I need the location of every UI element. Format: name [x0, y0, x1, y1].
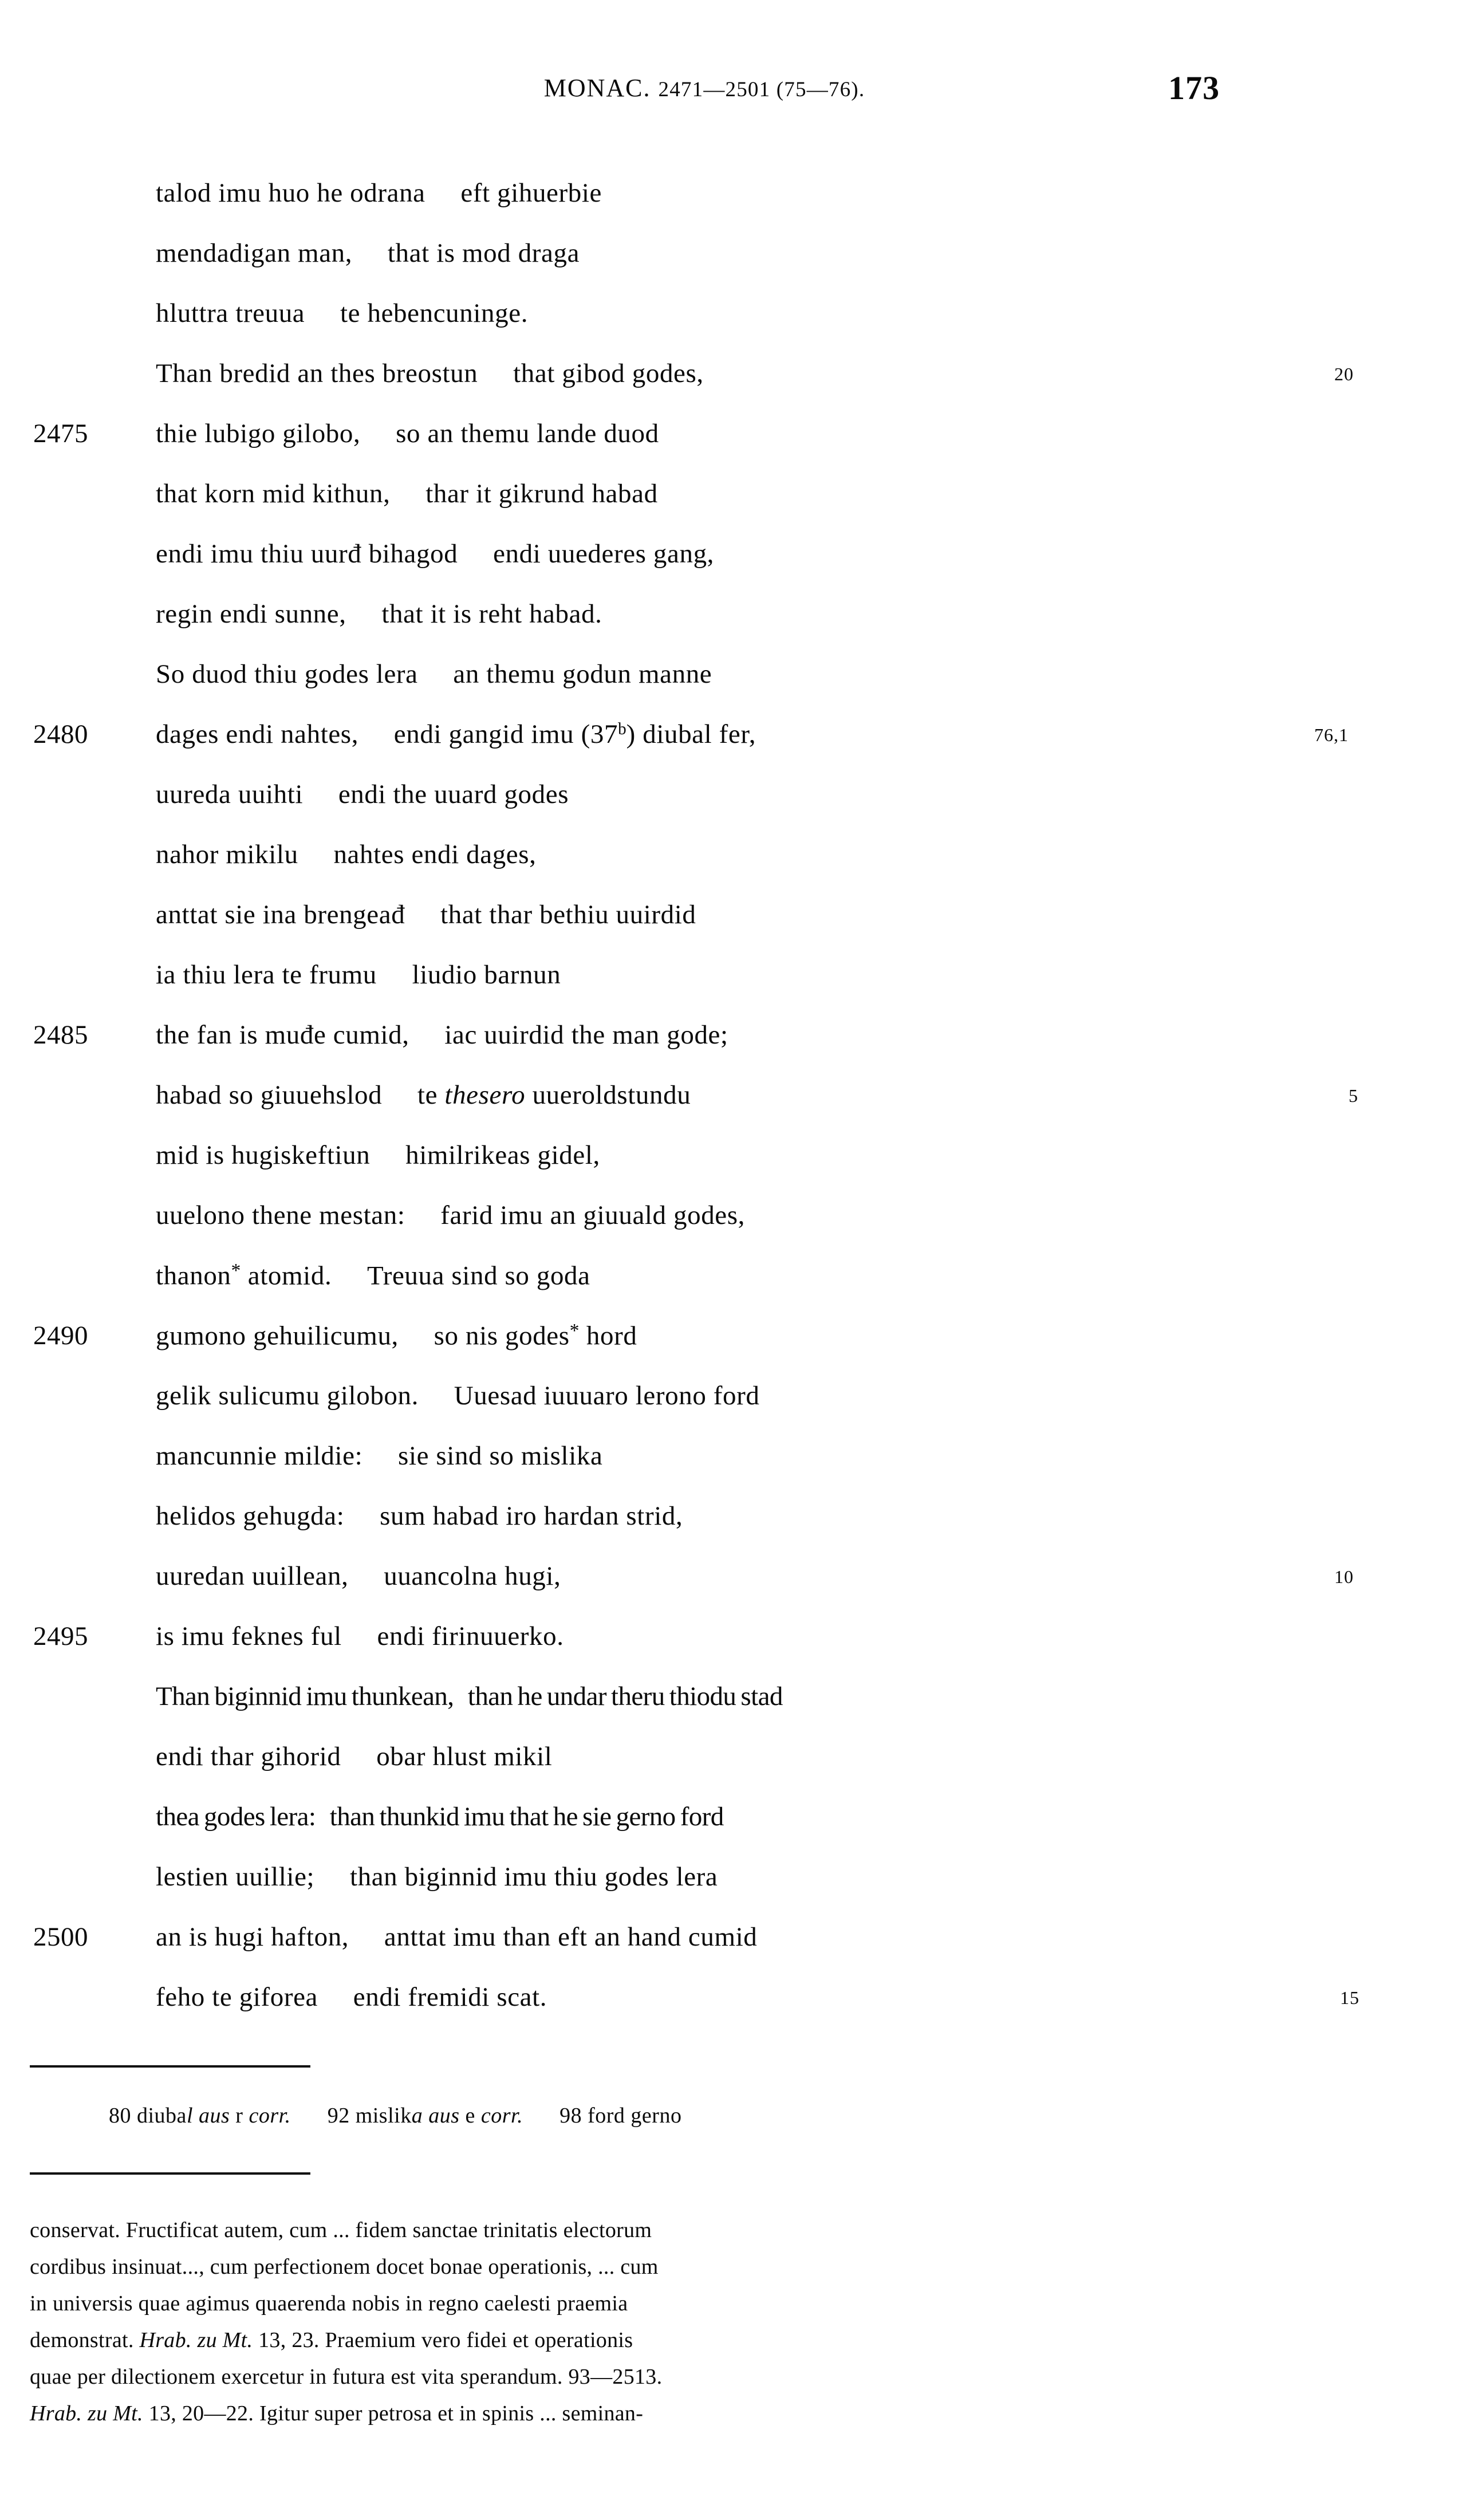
- commentary-6-text-b: 13, 20—22. Igitur super petrosa et in spinis ... seminan-: [148, 2401, 644, 2426]
- verse-block: [0, 178, 1466, 2042]
- verse-text: ia thiu lera te frumu liudio barnun: [156, 960, 561, 990]
- apparatus-3-number: 98: [559, 2104, 582, 2128]
- running-head-title-range: 2471—2501 (75—76).: [658, 78, 865, 101]
- apparatus-2-note-roman: e: [465, 2104, 475, 2128]
- commentary-4-text-b: 13, 23. Praemium vero fidei et operationis: [258, 2328, 633, 2352]
- verse-text: mendadigan man, that is mod draga: [156, 238, 580, 268]
- apparatus-rule: [30, 2065, 310, 2068]
- commentary-6-citation: Hrab. zu Mt.: [30, 2401, 143, 2426]
- verse-line: [0, 779, 1466, 839]
- verse-number: 2485: [33, 1020, 88, 1050]
- verse-line: [0, 1561, 1466, 1621]
- verse-line: [0, 478, 1466, 538]
- verse-line: [0, 178, 1466, 238]
- verse-number: 2495: [33, 1621, 88, 1651]
- verse-text: regin endi sunne, that it is reht habad.: [156, 599, 602, 629]
- verse-text: mancunnie mildie: sie sind so mislika: [156, 1441, 603, 1471]
- apparatus-2-note-italic-1: aus: [428, 2104, 460, 2128]
- verse-line: [0, 298, 1466, 358]
- apparatus-1-number: 80: [109, 2104, 131, 2128]
- commentary-line-5: [30, 2358, 1341, 2395]
- commentary-line-6: [30, 2395, 1341, 2432]
- apparatus-2-number: 92: [327, 2104, 350, 2128]
- verse-text: dages endi nahtes, endi gangid imu (37$^b$) diubal fer,: [156, 719, 756, 749]
- apparatus-2-lemma-italic: a: [411, 2104, 423, 2128]
- margin-line-number: 10: [1334, 1566, 1354, 1587]
- verse-text: hluttra treuua te hebencuninge.: [156, 298, 529, 328]
- verse-text: mid is hugiskeftiun himilrikeas gidel,: [156, 1140, 600, 1170]
- verse-text: feho te giforea endi fremidi scat.: [156, 1982, 547, 2012]
- verse-text: talod imu huo he odrana eft gihuerbie: [156, 178, 602, 208]
- verse-line: [0, 1380, 1466, 1440]
- commentary-line-3: in universis quae agimus quaerenda nobis in regno caelesti praemia: [30, 2291, 628, 2316]
- commentary-5-text-a: quae per dilectionem exercetur in futura est vita sperandum.: [30, 2365, 563, 2389]
- commentary-rule: [30, 2172, 310, 2175]
- verse-line: [0, 1019, 1466, 1080]
- apparatus-2-note-italic-2: corr.: [480, 2104, 523, 2128]
- verse-line: [0, 598, 1466, 659]
- verse-italic-word: thesero: [444, 1080, 526, 1110]
- apparatus-1-note-roman: r: [235, 2104, 243, 2128]
- verse-text: an is hugi hafton, anttat imu than eft an hand cumid: [156, 1922, 758, 1952]
- commentary-line-4: [30, 2322, 1341, 2358]
- verse-text: Than biginnid imu thunkean, than he undar theru thiodu stad: [156, 1682, 783, 1711]
- verse-line: [0, 1982, 1466, 2042]
- verse-line: [0, 1501, 1466, 1561]
- verse-text: helidos gehugda: sum habad iro hardan strid,: [156, 1501, 683, 1531]
- verse-text: thie lubigo gilobo, so an themu lande duod: [156, 419, 659, 448]
- verse-text: the fan is muđe cumid, iac uuirdid the man gode;: [156, 1020, 728, 1050]
- running-head: [0, 69, 1466, 113]
- verse-line: [0, 1922, 1466, 1982]
- commentary-line-1: conservat. Fructificat autem, cum ... fidem sanctae trinitatis electorum: [30, 2218, 652, 2242]
- verse-line: [0, 1621, 1466, 1681]
- margin-line-number: 15: [1340, 1987, 1359, 2008]
- verse-number: 2500: [33, 1922, 88, 1952]
- latin-commentary: [30, 2212, 1341, 2432]
- apparatus-entry-2: [328, 2104, 523, 2128]
- verse-text: uuredan uuillean, uuancolna hugi,: [156, 1561, 561, 1591]
- verse-line: [0, 659, 1466, 719]
- verse-text: Than bredid an thes breostun that gibod godes,: [156, 359, 704, 388]
- apparatus-1-note-italic-1: aus: [199, 2104, 230, 2128]
- verse-text: So duod thiu godes lera an themu godun manne: [156, 659, 712, 689]
- verse-text: gumono gehuilicumu, so nis godes* hord: [156, 1320, 637, 1351]
- verse-line: [0, 1200, 1466, 1260]
- commentary-4-text-a: demonstrat.: [30, 2328, 134, 2352]
- running-head-title-main: MONAC.: [543, 74, 659, 102]
- verse-line: [0, 899, 1466, 959]
- apparatus-1-note-italic-2: corr.: [249, 2104, 291, 2128]
- verse-text: nahor mikilu nahtes endi dages,: [156, 840, 537, 869]
- verse-text: endi thar gihorid obar hlust mikil: [156, 1742, 553, 1771]
- verse-line: [0, 538, 1466, 598]
- verse-line: [0, 1440, 1466, 1501]
- verse-number: 2480: [33, 719, 88, 749]
- page-number: 173: [1168, 69, 1220, 107]
- verse-text: anttat sie ina brengeađ that thar bethiu uuirdid: [156, 900, 696, 930]
- verse-line: [0, 238, 1466, 298]
- apparatus-1-lemma-italic: l: [186, 2104, 193, 2128]
- verse-line: [0, 959, 1466, 1019]
- verse-text: thea godes lera: than thunkid imu that he sie gerno ford: [156, 1802, 724, 1832]
- verse-line: [0, 1320, 1466, 1380]
- textual-apparatus: [109, 2103, 681, 2128]
- verse-text: that korn mid kithun, thar it gikrund habad: [156, 479, 658, 509]
- commentary-line-2: cordibus insinuat..., cum perfectionem docet bonae operationis, ... cum: [30, 2255, 659, 2279]
- verse-text: uureda uuihti endi the uuard godes: [156, 779, 569, 809]
- verse-number: 2475: [33, 419, 88, 448]
- verse-text: uuelono thene mestan: farid imu an giuuald godes,: [156, 1200, 746, 1230]
- verse-line: [0, 1260, 1466, 1320]
- apparatus-2-lemma-roman: mislik: [355, 2104, 412, 2128]
- verse-text: lestien uuillie; than biginnid imu thiu godes lera: [156, 1862, 718, 1892]
- verse-line: [0, 358, 1466, 418]
- apparatus-1-lemma-roman: diuba: [137, 2104, 187, 2128]
- verse-line: [0, 1080, 1466, 1140]
- commentary-5-reference: 93—2513.: [568, 2365, 663, 2389]
- verse-line: [0, 1861, 1466, 1922]
- commentary-4-citation: Hrab. zu Mt.: [139, 2328, 253, 2352]
- margin-line-number: 20: [1334, 364, 1354, 384]
- margin-line-number: 5: [1349, 1085, 1358, 1106]
- apparatus-3-text: ford gerno: [588, 2104, 682, 2128]
- verse-line: [0, 418, 1466, 478]
- verse-line: [0, 719, 1466, 779]
- verse-text: endi imu thiu uurđ bihagod endi uuederes gang,: [156, 539, 715, 569]
- verse-line: [0, 1140, 1466, 1200]
- verse-text: gelik sulicumu gilobon. Uuesad iuuuaro lerono ford: [156, 1381, 760, 1411]
- verse-number: 2490: [33, 1321, 88, 1350]
- verse-text: habad so giuuehslod te thesero uueroldstundu: [156, 1080, 691, 1110]
- apparatus-entry-1: [109, 2104, 291, 2128]
- verse-line: [0, 1741, 1466, 1801]
- verse-line: [0, 1801, 1466, 1861]
- margin-line-number: 76,1: [1314, 724, 1349, 745]
- verse-line: [0, 839, 1466, 899]
- running-head-title: [544, 73, 865, 103]
- verse-line: [0, 1681, 1466, 1741]
- verse-text: thanon* atomid. Treuua sind so goda: [156, 1260, 590, 1291]
- apparatus-entry-3: [559, 2104, 681, 2128]
- verse-text: is imu feknes ful endi firinuuerko.: [156, 1621, 564, 1651]
